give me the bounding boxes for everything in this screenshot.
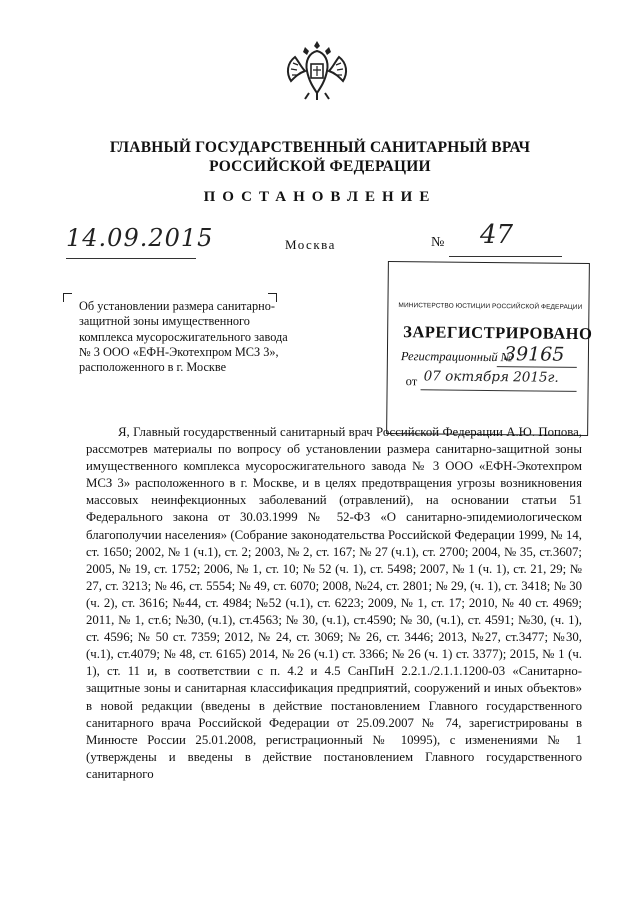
stamp-date-underline — [421, 389, 577, 392]
subject-bracket-left — [63, 293, 72, 302]
authority-title-line1: ГЛАВНЫЙ ГОСУДАРСТВЕННЫЙ САНИТАРНЫЙ ВРАЧ — [109, 139, 531, 156]
date-underline — [66, 258, 196, 259]
stamp-number-underline — [497, 366, 577, 368]
handwritten-number: 47 — [480, 220, 514, 250]
stamp-registered: ЗАРЕГИСТРИРОВАНО — [403, 322, 593, 344]
stamp-reg-date: 07 октября 2015г. — [423, 368, 559, 386]
document-type-title: ПОСТАНОВЛЕНИЕ — [203, 189, 437, 205]
stamp-ministry: МИНИСТЕРСТВО ЮСТИЦИИ РОССИЙСКОЙ ФЕДЕРАЦИИ — [398, 302, 583, 311]
number-label: № — [431, 235, 445, 250]
city-name: Москва — [285, 237, 336, 252]
stamp-reg-number: 39165 — [503, 343, 565, 366]
decree-subject: Об установлении размера санитарно-защитной зоны имущественного комплекса мусоросжигательного завода № 3 ООО «ЕФН-Экотехпром МСЗ 3», расположенного в г. Москве — [79, 299, 288, 375]
russian-coat-of-arms-icon — [283, 37, 351, 103]
stamp-from-label: от — [405, 374, 418, 389]
decree-body-paragraph: Я, Главный государственный санитарный врач Российской Федерации А.Ю. Попова, рассмотрев материалы по вопросу об установлении размера санитарно-защитной зоны имущественного комплекса мусоросжигательного завода № 3 ООО «ЕФН-Экотехпром МСЗ 3» расположенного в г. Москве, и в целях предотвращения угрозы возникновения массовых неинфекционных заболеваний (отравлений), на основании статьи 51 Федерального закона от 30.03.1999 № 52-ФЗ «О санитарно-эпидемиологическом благополучии населения» (Собрание законодательства Российской Федерации 1999, № 14, ст. 1650; 2002, № 1 (ч.1), ст. 2; 2003, № 2, ст. 167; № 27 (ч.1), ст. 2700; 2004, № 35, ст.3607; 2005, № 19, ст. 1752; 2006, № 1, ст. 10; № 52 (ч. 1), ст. 5498; 2007, № 1 (ч. 1), ст. 21, 29; № 27, ст. 3213; № 46, ст. 5554; № 49, ст. 6070; 2008, №24, ст. 2801; № 29, (ч. 1), ст. 3418; № 30 (ч. 2), ст. 3616; №44, ст. 4984; №52 (ч.1), ст. 6223; 2009, № 1, ст. 17; 2010, № 40 ст. 4969; 2011, № 1, ст.6; №30, (ч.1), ст.4563; № 30, (ч.1), ст.4590; № 30, (ч.1), ст. 4591; №30, (ч. 1), ст. 4596; № 50 ст. 7359; 2012, № 24, ст. 3069; № 26, ст. 3446; 2013, №27, ст.3477; №30, (ч.1), ст.4079; № 48, ст. 6165) 2014, № 26 (ч.1) ст. 3366; № 26 (ч. 1) ст. 3377); 2015, № 1 (ч. 1), ст. 11 и, в соответствии с п. 4.2 и 4.5 СанПиН 2.2.1./2.1.1.1200-03 «Санитарно-защитные зоны и санитарная классификация предприятий, сооружений и иных объектов» в новой редакции (введены в действие постановлением Главного государственного санитарного врача Российской Федерации от 25.09.2007 № 74, зарегистрированы в Минюсте России 25.01.2008, регистрационный № 10995), с изменениями № 1 (утверждены и введены в действие постановлением Главного государственного санитарного — [86, 425, 582, 781]
registration-stamp — [386, 261, 593, 436]
number-underline — [449, 256, 562, 257]
stamp-reg-number-label: Регистрационный № — [400, 349, 513, 365]
handwritten-date: 14.09.2015 — [66, 224, 214, 252]
coat-of-arms-emblem — [283, 37, 351, 103]
authority-title-line2: РОССИЙСКОЙ ФЕДЕРАЦИИ — [209, 158, 431, 175]
